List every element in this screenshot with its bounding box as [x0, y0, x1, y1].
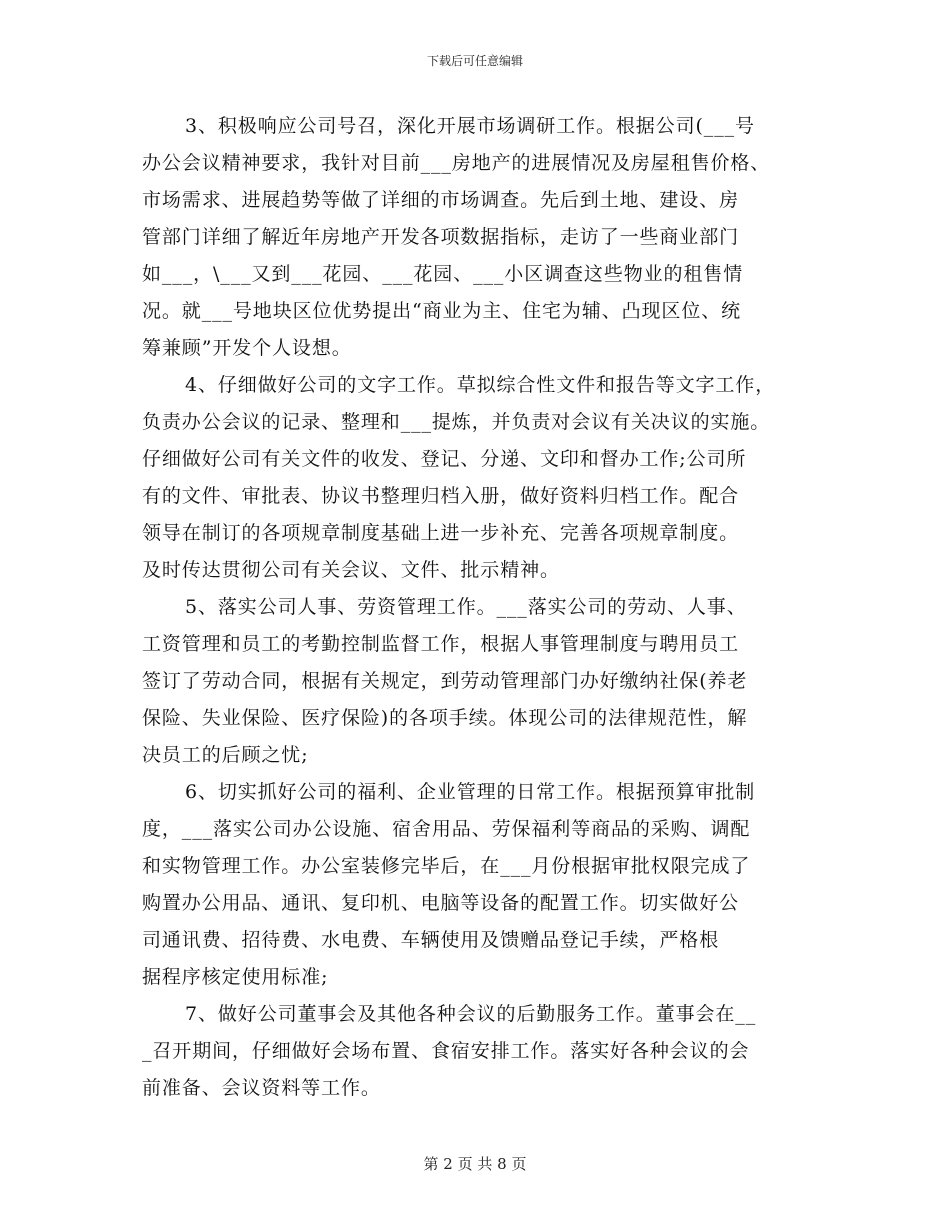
paragraph-line: 办公会议精神要求，我针对目前___房地产的进展情况及房屋租售价格、 [142, 152, 771, 174]
paragraph-4 [142, 367, 820, 589]
paragraph-line: 前准备、会议资料等工作。 [142, 1077, 381, 1099]
paragraph-line: 据程序核定使用标准; [142, 966, 329, 988]
paragraph-line: _召开期间，仔细做好会场布置、食宿安排工作。落实好各种会议的会 [142, 1040, 750, 1062]
paragraph-line: 6、切实抓好公司的福利、企业管理的日常工作。根据预算审批制 [185, 781, 756, 803]
paragraph-line: 管部门详细了解近年房地产开发各项数据指标，走访了一些商业部门 [142, 226, 740, 248]
paragraph-line: 仔细做好公司有关文件的收发、登记、分递、文印和督办工作;公司所 [142, 448, 747, 470]
page-number: 第 2 页 共 8 页 [423, 1155, 527, 1173]
paragraph-line: 度，___落实公司办公设施、宿舍用品、劳保福利等商品的采购、调配 [142, 818, 751, 840]
paragraph-6 [142, 774, 820, 996]
paragraph-line: 及时传达贯彻公司有关会议、文件、批示精神。 [142, 559, 560, 581]
paragraph-line: 筹兼顾”开发个人设想。 [142, 337, 352, 359]
paragraph-line: 有的文件、审批表、协议书整理归档入册，做好资料归档工作。配合 [142, 485, 740, 507]
paragraph-line: 市场需求、进展趋势等做了详细的市场调查。先后到土地、建设、房 [142, 189, 740, 211]
paragraph-line: 购置办公用品、通讯、复印机、电脑等设备的配置工作。切实做好公 [142, 892, 740, 914]
paragraph-line: 况。就___号地块区位优势提出“商业为主、住宅为辅、凸现区位、统 [142, 300, 742, 322]
paragraph-3 [142, 108, 820, 367]
page-header-note: 下载后可任意编辑 [426, 54, 523, 68]
paragraph-line: 5、落实公司人事、劳资管理工作。___落实公司的劳动、人事、 [185, 596, 747, 618]
document-body [142, 108, 820, 1107]
paragraph-line: 7、做好公司董事会及其他各种会议的后勤服务工作。董事会在__ [185, 1003, 757, 1025]
paragraph-line: 工资管理和员工的考勤控制监督工作，根据人事管理制度与聘用员工 [142, 633, 740, 655]
paragraph-line: 负责办公会议的记录、整理和___提炼，并负责对会议有关决议的实施。 [142, 411, 771, 433]
paragraph-line: 司通讯费、招待费、水电费、车辆使用及馈赠品登记手续，严格根 [142, 929, 720, 951]
paragraph-line: 保险、失业保险、医疗保险)的各项手续。体现公司的法律规范性，解 [142, 707, 748, 729]
paragraph-line: 决员工的后顾之忧; [142, 744, 309, 766]
paragraph-7 [142, 996, 820, 1107]
paragraph-line: 4、仔细做好公司的文字工作。草拟综合性文件和报告等文字工作， [185, 374, 776, 396]
paragraph-5 [142, 589, 820, 774]
paragraph-line: 如___，\___又到___花园、___花园、___小区调查这些物业的租售情 [142, 263, 744, 285]
paragraph-line: 领导在制订的各项规章制度基础上进一步补充、完善各项规章制度。 [142, 522, 740, 544]
paragraph-line: 签订了劳动合同，根据有关规定，到劳动管理部门办好缴纳社保(养老 [142, 670, 748, 692]
paragraph-line: 3、积极响应公司号召，深化开展市场调研工作。根据公司(___号 [185, 115, 755, 137]
paragraph-line: 和实物管理工作。办公室装修完毕后，在___月份根据审批权限完成了 [142, 855, 751, 877]
